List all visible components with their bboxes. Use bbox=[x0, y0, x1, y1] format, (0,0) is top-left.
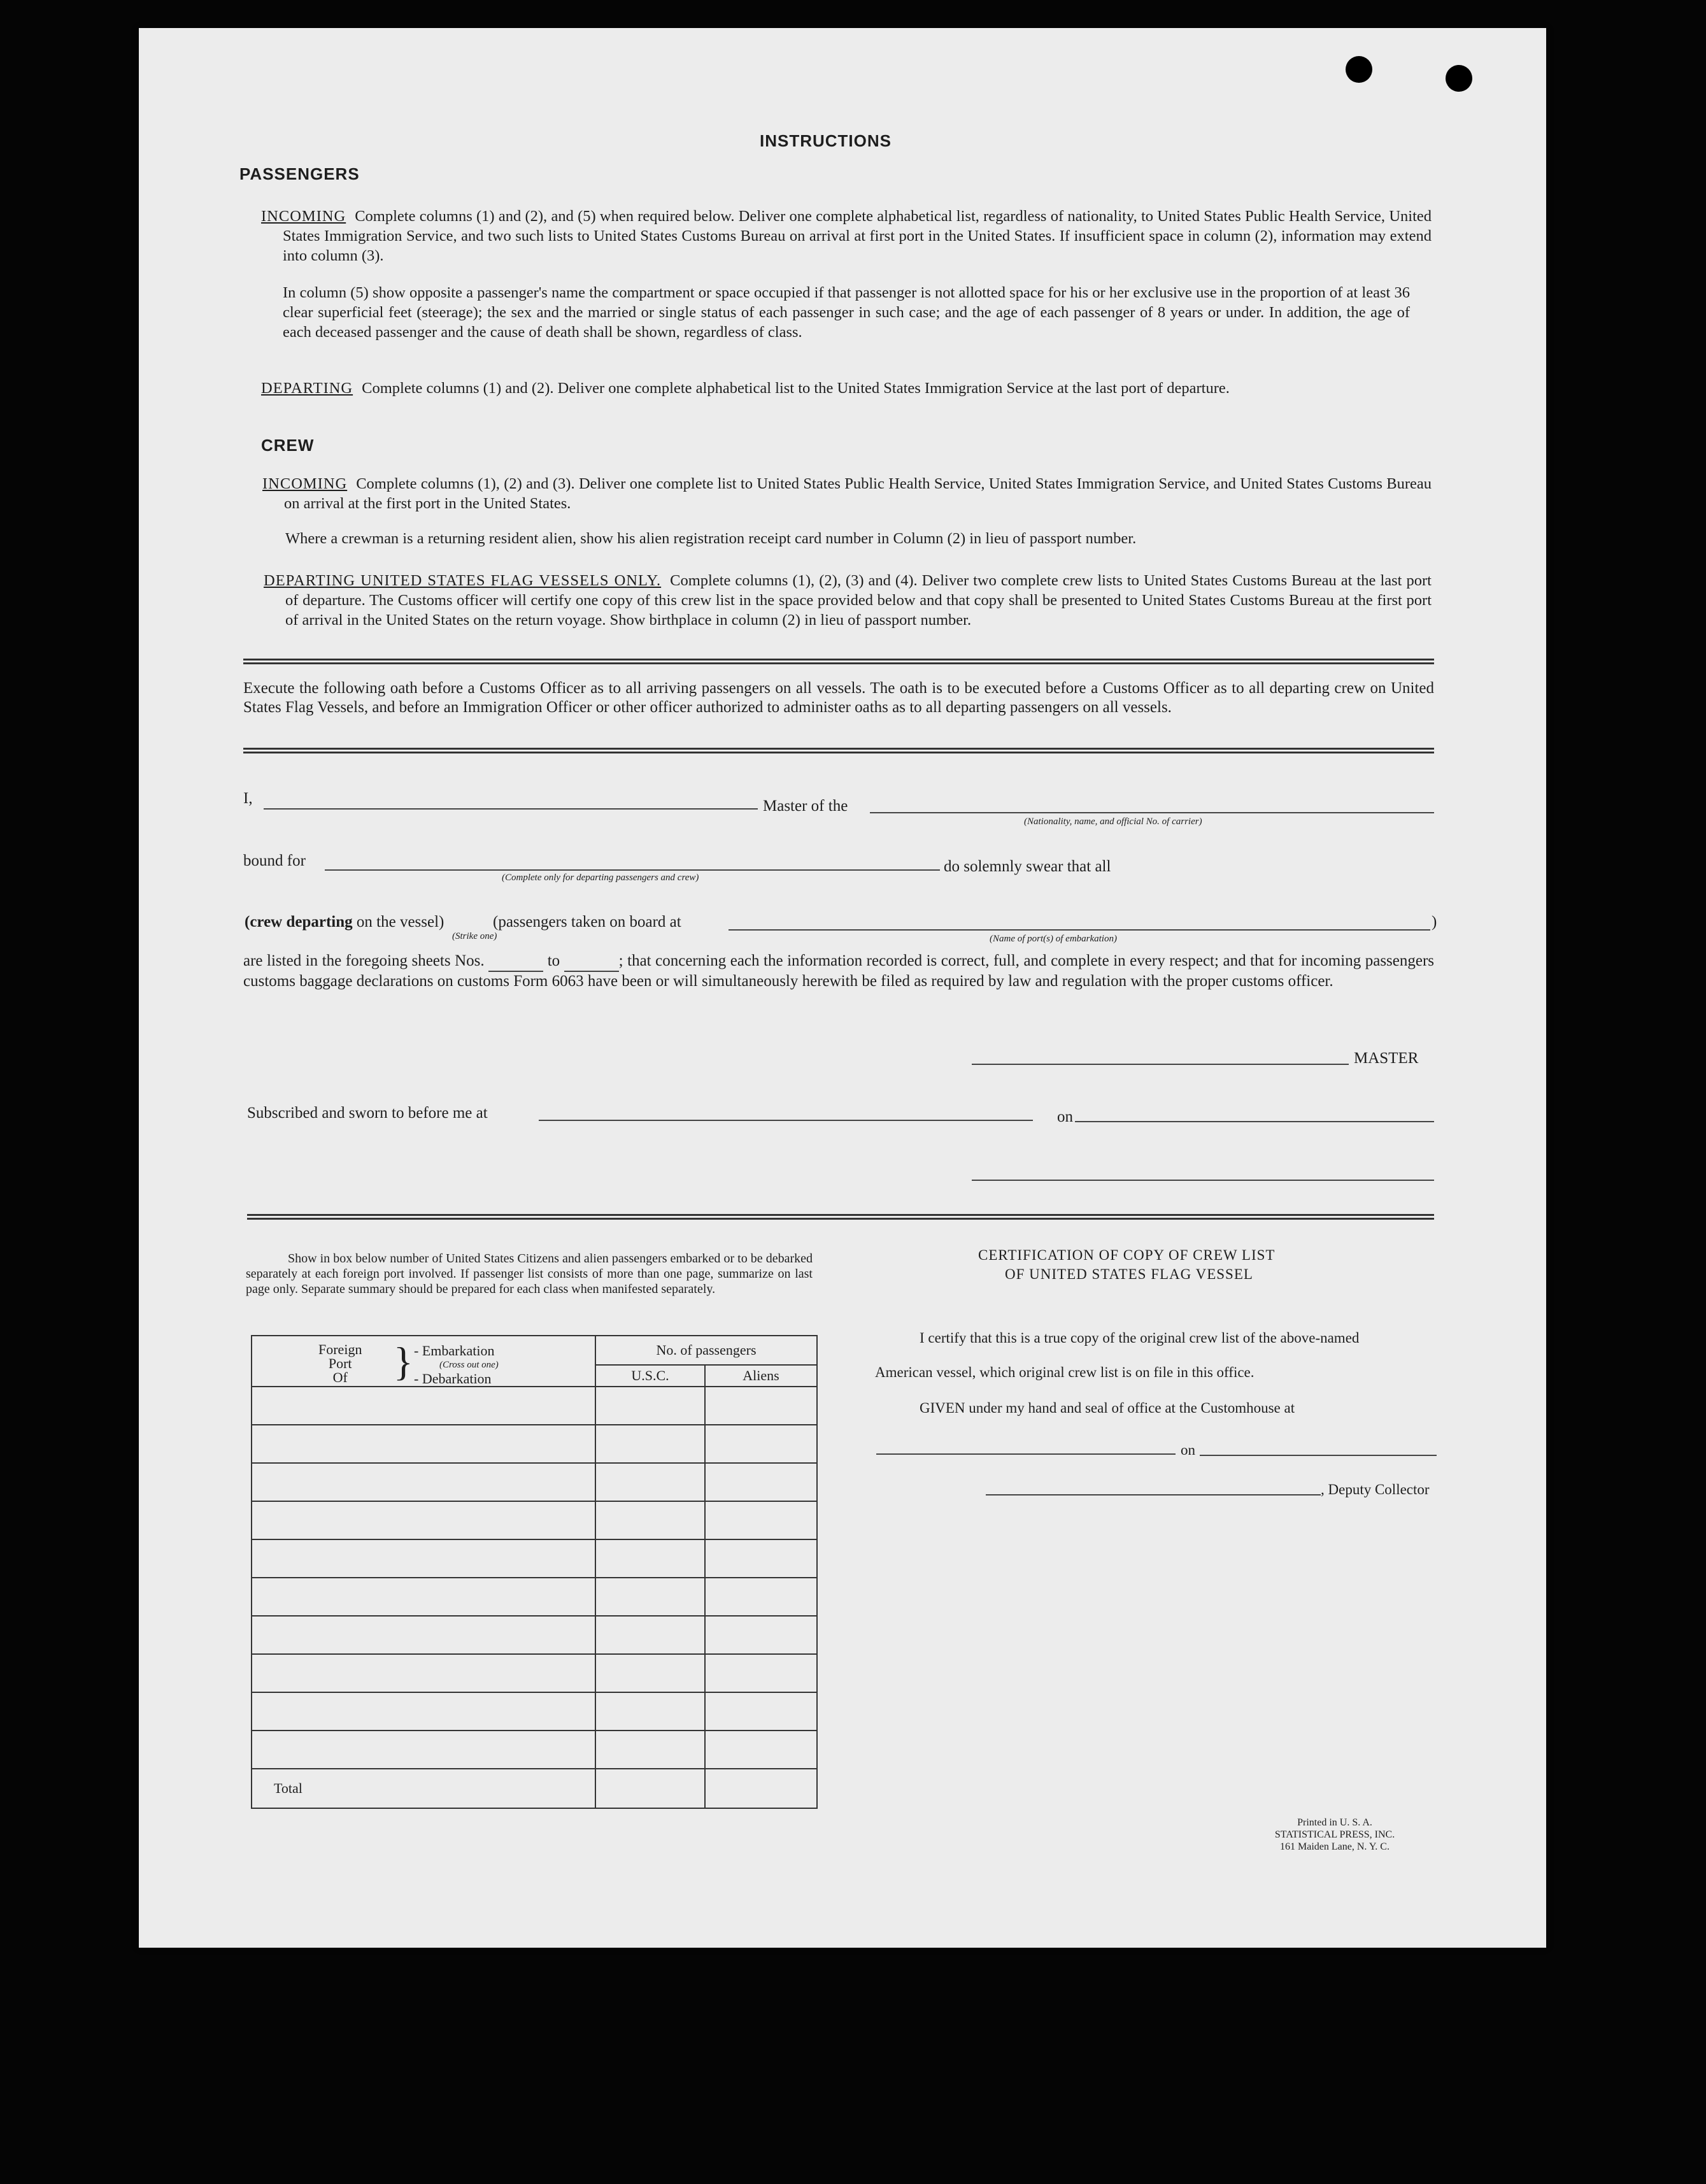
departing-text: Complete columns (1) and (2). Deliver one complete alphabetical list to the United States Immigration Service at the last port of departure. bbox=[362, 380, 1230, 397]
punch-hole bbox=[1346, 56, 1372, 83]
divider bbox=[243, 659, 1434, 664]
passengers-taken-option[interactable]: (passengers taken on board at bbox=[493, 913, 681, 931]
certification-line-2: American vessel, which original crew list is on file in this office. bbox=[875, 1364, 1255, 1380]
master-of-label: Master of the bbox=[763, 797, 848, 815]
table-row bbox=[252, 1731, 817, 1769]
table-row bbox=[252, 1539, 817, 1578]
certification-title-2: OF UNITED STATES FLAG VESSEL bbox=[1005, 1266, 1253, 1282]
port-cell[interactable] bbox=[252, 1539, 595, 1578]
crew-departing-option[interactable]: (crew departing bbox=[245, 913, 353, 931]
on-vessel-text: on the vessel) bbox=[356, 913, 444, 931]
certification-on-label: on bbox=[1181, 1442, 1195, 1458]
aliens-cell[interactable] bbox=[705, 1539, 817, 1578]
oath-i-label: I, bbox=[243, 790, 253, 807]
listed-paragraph bbox=[243, 952, 1434, 991]
aliens-cell[interactable] bbox=[705, 1578, 817, 1616]
tally-instructions: Show in box below number of United States Citizens and alien passengers embarked or to be debarked separately at each foreign port involved. If passenger list consists of more than one page, summarize on last page only. Separate summary should be prepared for each class when manifested separately. bbox=[246, 1252, 813, 1296]
instructions-title: INSTRUCTIONS bbox=[760, 131, 892, 150]
deputy-signature-field[interactable] bbox=[986, 1494, 1321, 1495]
table-row bbox=[252, 1654, 817, 1692]
usc-cell[interactable] bbox=[595, 1616, 705, 1654]
usc-cell[interactable] bbox=[595, 1425, 705, 1463]
usc-cell[interactable] bbox=[595, 1463, 705, 1501]
passenger-tally-table bbox=[251, 1335, 818, 1809]
table-row bbox=[252, 1616, 817, 1654]
table-row bbox=[252, 1501, 817, 1539]
bound-for-field[interactable] bbox=[325, 869, 940, 871]
aliens-total-cell[interactable] bbox=[705, 1769, 817, 1808]
certification-date-field[interactable] bbox=[1200, 1455, 1437, 1456]
sheet-to-field[interactable] bbox=[564, 952, 619, 972]
bound-hint: (Complete only for departing passengers and crew) bbox=[502, 873, 699, 883]
printer-imprint bbox=[1239, 1816, 1430, 1853]
carrier-hint: (Nationality, name, and official No. of carrier) bbox=[1024, 817, 1202, 827]
oath-intro: Execute the following oath before a Customs Officer as to all arriving passengers on all vessels. The oath is to be executed before a Customs Officer as to all departing crew on United States Flag Vessels, and before an Immigration Officer or other officer authorized to administer oaths as to all departing passengers on all vessels. bbox=[243, 680, 1434, 716]
port-label: Port bbox=[328, 1355, 352, 1371]
crew-passenger-line bbox=[245, 913, 444, 931]
of-label: Of bbox=[332, 1369, 348, 1385]
usc-cell[interactable] bbox=[595, 1578, 705, 1616]
total-label: Total bbox=[252, 1769, 595, 1808]
bound-for-label: bound for bbox=[243, 852, 306, 869]
swear-label: do solemnly swear that all bbox=[944, 858, 1111, 875]
table-row bbox=[252, 1578, 817, 1616]
printer-line-2: STATISTICAL PRESS, INC. bbox=[1274, 1829, 1395, 1840]
usc-cell[interactable] bbox=[595, 1731, 705, 1769]
divider bbox=[243, 748, 1434, 753]
embarkation-option[interactable]: - Embarkation bbox=[414, 1343, 495, 1359]
port-cell[interactable] bbox=[252, 1425, 595, 1463]
usc-header: U.S.C. bbox=[595, 1365, 705, 1387]
sworn-place-field[interactable] bbox=[539, 1120, 1033, 1121]
port-cell[interactable] bbox=[252, 1731, 595, 1769]
port-cell[interactable] bbox=[252, 1692, 595, 1731]
total-row bbox=[252, 1769, 817, 1808]
departing-flag-paragraph bbox=[264, 571, 1432, 630]
passengers-heading: PASSENGERS bbox=[239, 164, 360, 183]
punch-hole bbox=[1446, 65, 1472, 92]
customhouse-field[interactable] bbox=[876, 1453, 1176, 1455]
master-signature-field[interactable] bbox=[972, 1064, 1349, 1065]
port-cell[interactable] bbox=[252, 1616, 595, 1654]
aliens-cell[interactable] bbox=[705, 1731, 817, 1769]
table-row bbox=[252, 1387, 817, 1425]
aliens-cell[interactable] bbox=[705, 1692, 817, 1731]
usc-cell[interactable] bbox=[595, 1501, 705, 1539]
sworn-on-label: on bbox=[1057, 1108, 1073, 1125]
usc-cell[interactable] bbox=[595, 1387, 705, 1425]
embarkation-port-field[interactable] bbox=[729, 929, 1430, 931]
departing-passengers-paragraph bbox=[261, 378, 1432, 398]
printer-line-3: 161 Maiden Lane, N. Y. C. bbox=[1280, 1841, 1390, 1852]
table-row bbox=[252, 1692, 817, 1731]
brace: } bbox=[394, 1339, 413, 1384]
column5-paragraph: In column (5) show opposite a passenger's name the compartment or space occupied if that passenger is not allotted space for his or her exclusive use in the proportion of at least 36 clear superficial feet (steerage); the sex and the married or single status of each passenger in such case; and the age of each passenger of 8 years or under. In addition, the age of each deceased passenger and the cause of death shall be shown, regardless of class. bbox=[283, 284, 1410, 341]
aliens-cell[interactable] bbox=[705, 1425, 817, 1463]
printer-line-1: Printed in U. S. A. bbox=[1297, 1817, 1372, 1828]
crew-incoming-paragraph bbox=[262, 474, 1432, 513]
sheet-from-field[interactable] bbox=[488, 952, 543, 972]
incoming-passengers-paragraph bbox=[261, 206, 1432, 266]
port-header bbox=[252, 1336, 595, 1387]
incoming-label: INCOMING bbox=[261, 208, 346, 225]
no-of-passengers-header: No. of passengers bbox=[595, 1336, 817, 1365]
crew-heading: CREW bbox=[261, 436, 315, 455]
usc-cell[interactable] bbox=[595, 1692, 705, 1731]
carrier-field[interactable] bbox=[870, 812, 1434, 813]
listed-intro: are listed in the foregoing sheets Nos. bbox=[243, 952, 485, 969]
aliens-cell[interactable] bbox=[705, 1616, 817, 1654]
foreign-label: Foreign bbox=[318, 1341, 362, 1357]
document-page bbox=[139, 28, 1546, 1948]
ports-hint: (Name of port(s) of embarkation) bbox=[990, 934, 1117, 944]
sworn-date-field[interactable] bbox=[1075, 1121, 1434, 1122]
debarkation-option[interactable]: - Debarkation bbox=[414, 1371, 492, 1387]
usc-cell[interactable] bbox=[595, 1539, 705, 1578]
aliens-cell[interactable] bbox=[705, 1501, 817, 1539]
aliens-cell[interactable] bbox=[705, 1387, 817, 1425]
close-paren: ) bbox=[1432, 913, 1437, 931]
table-row bbox=[252, 1463, 817, 1501]
subscribed-label: Subscribed and sworn to before me at bbox=[247, 1104, 488, 1122]
crew-incoming-label: INCOMING bbox=[262, 475, 348, 492]
crewman-paragraph: Where a crewman is a returning resident alien, show his alien registration receipt card number in Column (2) in lieu of passport number. bbox=[285, 530, 1137, 547]
strike-hint: (Strike one) bbox=[452, 931, 497, 941]
port-cell[interactable] bbox=[252, 1387, 595, 1425]
table-row bbox=[252, 1425, 817, 1463]
departing-flag-label: DEPARTING UNITED STATES FLAG VESSELS ONLY. bbox=[264, 572, 662, 589]
aliens-cell[interactable] bbox=[705, 1654, 817, 1692]
certification-line-1: I certify that this is a true copy of the original crew list of the above-named bbox=[920, 1330, 1360, 1346]
cross-out-hint: (Cross out one) bbox=[439, 1360, 499, 1370]
departing-label: DEPARTING bbox=[261, 380, 353, 397]
officer-signature-field[interactable] bbox=[972, 1180, 1434, 1181]
usc-total-cell[interactable] bbox=[595, 1769, 705, 1808]
listed-to: to bbox=[547, 952, 560, 969]
master-name-field[interactable] bbox=[264, 808, 758, 810]
aliens-header: Aliens bbox=[705, 1365, 817, 1387]
listed-body: ; that concerning each the information recorded is correct, full, and complete in every respect; and that for incoming passengers customs baggage declarations on customs Form 6063 have been or will simultaneously herewith be filed as required by law and regulation with the proper customs officer. bbox=[243, 952, 1435, 990]
departing-flag-text: Complete columns (1), (2), (3) and (4). Deliver two complete crew lists to United States Customs Bureau at the last port of departure. The Customs officer will certify one copy of this crew list in the space provided below and that copy shall be presented to United States Customs Bureau at the first port of arrival in the United States on the return voyage. Show birthplace in column (2) in lieu of passport number. bbox=[285, 572, 1432, 629]
usc-cell[interactable] bbox=[595, 1654, 705, 1692]
certification-title-1: CERTIFICATION OF COPY OF CREW LIST bbox=[978, 1247, 1276, 1263]
incoming-text: Complete columns (1) and (2), and (5) when required below. Deliver one complete alphabetical list, regardless of nationality, to United States Public Health Service, United States Immigration Service, and two such lists to United States Customs Bureau on arrival at first port in the United States. If insufficient space in column (2), information may extend into column (3). bbox=[283, 208, 1432, 264]
aliens-cell[interactable] bbox=[705, 1463, 817, 1501]
crew-incoming-text: Complete columns (1), (2) and (3). Deliver one complete list to United States Public Health Service, United States Immigration Service, and United States Customs Bureau on arrival at the first port in the United States. bbox=[284, 475, 1432, 512]
master-label: MASTER bbox=[1354, 1050, 1419, 1067]
port-cell[interactable] bbox=[252, 1463, 595, 1501]
port-cell[interactable] bbox=[252, 1578, 595, 1616]
port-cell[interactable] bbox=[252, 1654, 595, 1692]
divider bbox=[247, 1214, 1434, 1220]
certification-line-3: GIVEN under my hand and seal of office at the Customhouse at bbox=[920, 1400, 1295, 1416]
port-cell[interactable] bbox=[252, 1501, 595, 1539]
deputy-collector-label: , Deputy Collector bbox=[1321, 1481, 1430, 1497]
